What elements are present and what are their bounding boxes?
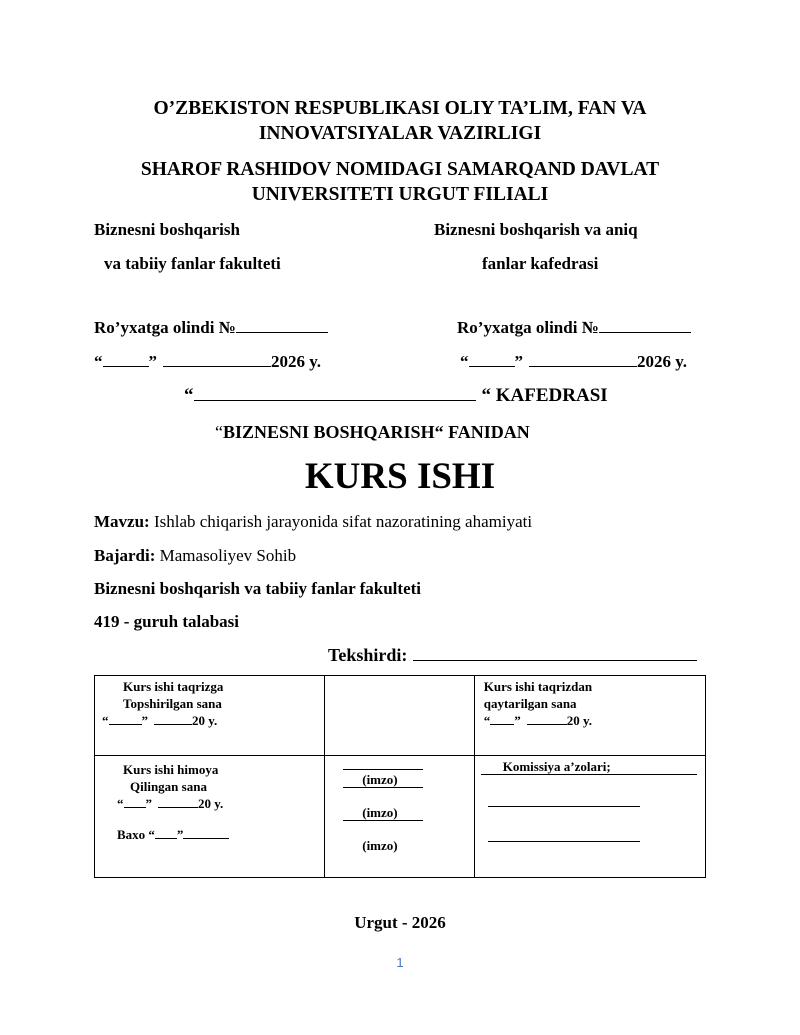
registration-label: Ro’yxatga olindi № xyxy=(457,318,599,337)
review-submitted-cell xyxy=(95,676,325,756)
year-label: 2026 y. xyxy=(637,352,688,371)
quote-close: ” xyxy=(514,352,523,371)
university-line-2: UNIVERSITETI URGUT FILIALI xyxy=(251,184,549,205)
month-blank[interactable] xyxy=(158,795,198,808)
month-blank[interactable] xyxy=(529,352,637,367)
department-line xyxy=(184,385,608,407)
author-label: Bajardi: xyxy=(94,546,156,565)
commission-line-2[interactable] xyxy=(488,796,640,807)
signature-label-3: (imzo) xyxy=(362,838,398,853)
quote-open: “ xyxy=(102,713,109,728)
year-label: 20 y. xyxy=(566,713,593,728)
signature-label-2: (imzo) xyxy=(362,805,398,820)
signatures-cell xyxy=(325,756,475,878)
registration-left xyxy=(94,318,328,338)
signature-table xyxy=(94,675,706,878)
group-line: 419 - guruh talabasi xyxy=(94,612,239,631)
registration-number-blank[interactable] xyxy=(236,318,328,333)
topic-row xyxy=(94,512,532,532)
month-blank[interactable] xyxy=(154,712,192,725)
year-label: 20 y. xyxy=(192,713,218,728)
grade-blank[interactable] xyxy=(155,826,177,839)
checked-by-row xyxy=(328,645,697,666)
day-blank[interactable] xyxy=(124,795,146,808)
table-row xyxy=(95,676,706,756)
checked-label: Tekshirdi: xyxy=(328,645,408,665)
registration-date-right xyxy=(460,352,687,372)
defense-line-2: Qilingan sana xyxy=(130,779,207,794)
grade-label: Baxo “ xyxy=(117,827,155,842)
day-blank[interactable] xyxy=(109,712,142,725)
checker-blank[interactable] xyxy=(413,646,697,661)
subject-line xyxy=(215,422,530,443)
registration-label: Ro’yxatga olindi № xyxy=(94,318,236,337)
grade-text-blank[interactable] xyxy=(183,826,229,839)
commission-cell xyxy=(474,756,705,878)
quote-open: “ xyxy=(117,796,124,811)
ministry-title xyxy=(0,96,800,146)
registration-right xyxy=(457,318,691,338)
table-row xyxy=(95,756,706,878)
page-number: 1 xyxy=(396,955,404,970)
grade-row xyxy=(117,826,229,843)
quote-open: “ xyxy=(94,352,103,371)
quote-close: ” xyxy=(148,352,157,371)
defense-line-1: Kurs ishi himoya xyxy=(123,762,219,777)
day-blank[interactable] xyxy=(103,352,149,367)
topic-value: Ishlab chiqarish jarayonida sifat nazoratining ahamiyati xyxy=(153,512,533,531)
department-right-line-2: fanlar kafedrasi xyxy=(482,254,599,273)
review-returned-cell xyxy=(474,676,705,756)
university-title xyxy=(0,157,800,207)
defense-cell xyxy=(95,756,325,878)
review-returned-date xyxy=(484,712,592,729)
registration-date-left xyxy=(94,352,321,372)
signature-line-2[interactable] xyxy=(343,776,423,788)
month-blank[interactable] xyxy=(527,712,567,725)
signature-line-3[interactable] xyxy=(343,809,423,821)
month-blank[interactable] xyxy=(163,352,271,367)
review-returned-line-1: Kurs ishi taqrizdan xyxy=(483,679,593,694)
review-returned-line-2: qaytarilgan sana xyxy=(483,696,577,711)
quote-close: ” xyxy=(176,827,184,842)
signature-label-1: (imzo) xyxy=(362,772,398,787)
department-blank[interactable] xyxy=(194,386,476,401)
review-submitted-line-1: Kurs ishi taqrizga xyxy=(123,679,224,694)
subject-text: BIZNESNI BOSHQARISH“ FANIDAN xyxy=(223,422,530,442)
quote-open: “ xyxy=(184,385,194,406)
author-row xyxy=(94,546,296,566)
review-submitted-line-2: Topshirilgan sana xyxy=(123,696,222,711)
faculty-left-line-1: Biznesni boshqarish xyxy=(94,220,240,239)
quote-open: “ xyxy=(460,352,469,371)
empty-cell xyxy=(325,676,475,756)
quote-close: ” xyxy=(141,713,148,728)
signature-line-1[interactable] xyxy=(343,758,423,770)
document-title: KURS ISHI xyxy=(304,456,496,497)
year-label: 20 y. xyxy=(198,796,224,811)
commission-label: Komissiya a’zolari; xyxy=(502,759,611,774)
day-blank[interactable] xyxy=(469,352,515,367)
quote-open: “ xyxy=(483,713,491,728)
department-right-line-1: Biznesni boshqarish va aniq xyxy=(434,220,638,239)
day-blank[interactable] xyxy=(490,712,514,725)
ministry-line-2: INNOVATSIYALAR VAZIRLIGI xyxy=(258,123,542,144)
quote-open: “ xyxy=(215,422,223,442)
quote-close: ” xyxy=(145,796,152,811)
registration-number-blank[interactable] xyxy=(599,318,691,333)
author-value: Mamasoliyev Sohib xyxy=(159,546,297,565)
quote-close: ” xyxy=(514,713,521,728)
review-submitted-date xyxy=(102,712,217,729)
defense-date xyxy=(117,795,223,812)
faculty-line: Biznesni boshqarish va tabiiy fanlar fakulteti xyxy=(94,579,421,598)
ministry-line-1: O’ZBEKISTON RESPUBLIKASI OLIY TA’LIM, FAN VA xyxy=(153,98,647,119)
topic-label: Mavzu: xyxy=(94,512,150,531)
year-label: 2026 y. xyxy=(271,352,322,371)
commission-line-1[interactable] xyxy=(481,770,697,775)
commission-line-3[interactable] xyxy=(488,831,640,842)
university-line-1: SHAROF RASHIDOV NOMIDAGI SAMARQAND DAVLAT xyxy=(140,159,660,180)
department-suffix: “ KAFEDRASI xyxy=(481,385,608,406)
faculty-left-line-2: va tabiiy fanlar fakulteti xyxy=(104,254,281,273)
city-year: Urgut - 2026 xyxy=(354,913,446,932)
